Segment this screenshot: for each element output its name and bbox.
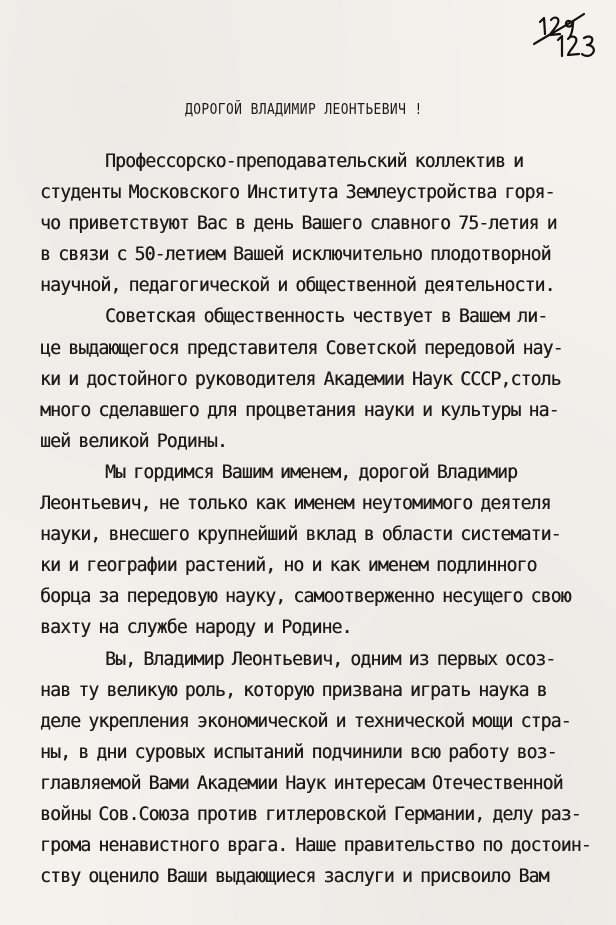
handwritten-page-number bbox=[532, 8, 602, 66]
text-line: Профессорско-преподавательский коллектив и bbox=[105, 151, 524, 172]
letter-body bbox=[40, 146, 600, 892]
text-line: шей великой Родины. bbox=[40, 430, 227, 452]
text-line: Леонтьевич, не только как именем неутомимого деятеля bbox=[40, 493, 551, 515]
text-line: ству оценило Ваши выдающиеся заслуги и присвоило Вам bbox=[40, 866, 549, 888]
text-line: студенты Московского Института Землеустройства горя- bbox=[40, 182, 555, 204]
text-line: чо приветствуют Вас в день Вашего славного 75-летия и bbox=[40, 213, 557, 235]
text-line: главляемой Вами Академии Наук интересам Отечественной bbox=[40, 772, 563, 794]
text-line: деле укрепления экономической и технической мощи стра- bbox=[40, 710, 571, 732]
text-line: войны Сов.Союза против гитлеровской Германии, делу раз- bbox=[40, 803, 581, 825]
text-line: науки, внесшего крупнейший вклад в области системати- bbox=[40, 524, 561, 546]
handwritten-page-number-drawing bbox=[532, 8, 602, 66]
text-line: ны, в дни суровых испытаний подчинили всю работу воз- bbox=[40, 741, 557, 763]
salutation-heading: ДОРОГОЙ ВЛАДИМИР ЛЕОНТЬЕВИЧ ! bbox=[185, 100, 423, 118]
text-line: в связи с 50-летием Вашей исключительно плодотворной bbox=[40, 244, 551, 266]
text-line: много сделавшего для процветания науки и культуры на- bbox=[40, 399, 559, 421]
text-line: ки и достойного руководителя Академии Наук СССР,столь bbox=[40, 368, 561, 390]
text-line: Мы гордимся Вашим именем, дорогой Владимир bbox=[105, 461, 518, 483]
text-line: грома ненавистного врага. Наше правительство по достоин- bbox=[40, 835, 591, 857]
text-line: нав ту великую роль, которую призвана играть наука в bbox=[40, 679, 547, 701]
text-line: це выдающегося представителя Советской передовой нау- bbox=[40, 337, 563, 359]
text-line: ки и географии растений, но и как именем подлинного bbox=[40, 555, 537, 577]
text-line: борца за передовую науку, самоотверженно несущего свою bbox=[40, 586, 571, 608]
text-line: научной, педагогической и общественной деятельности. bbox=[40, 275, 555, 297]
text-line: вахту на службе народу и Родине. bbox=[40, 617, 352, 639]
text-line: Вы, Владимир Леонтьевич, одним из первых осоз- bbox=[105, 648, 556, 670]
text-line: Советская общественность чествует в Вашем ли- bbox=[105, 306, 548, 328]
